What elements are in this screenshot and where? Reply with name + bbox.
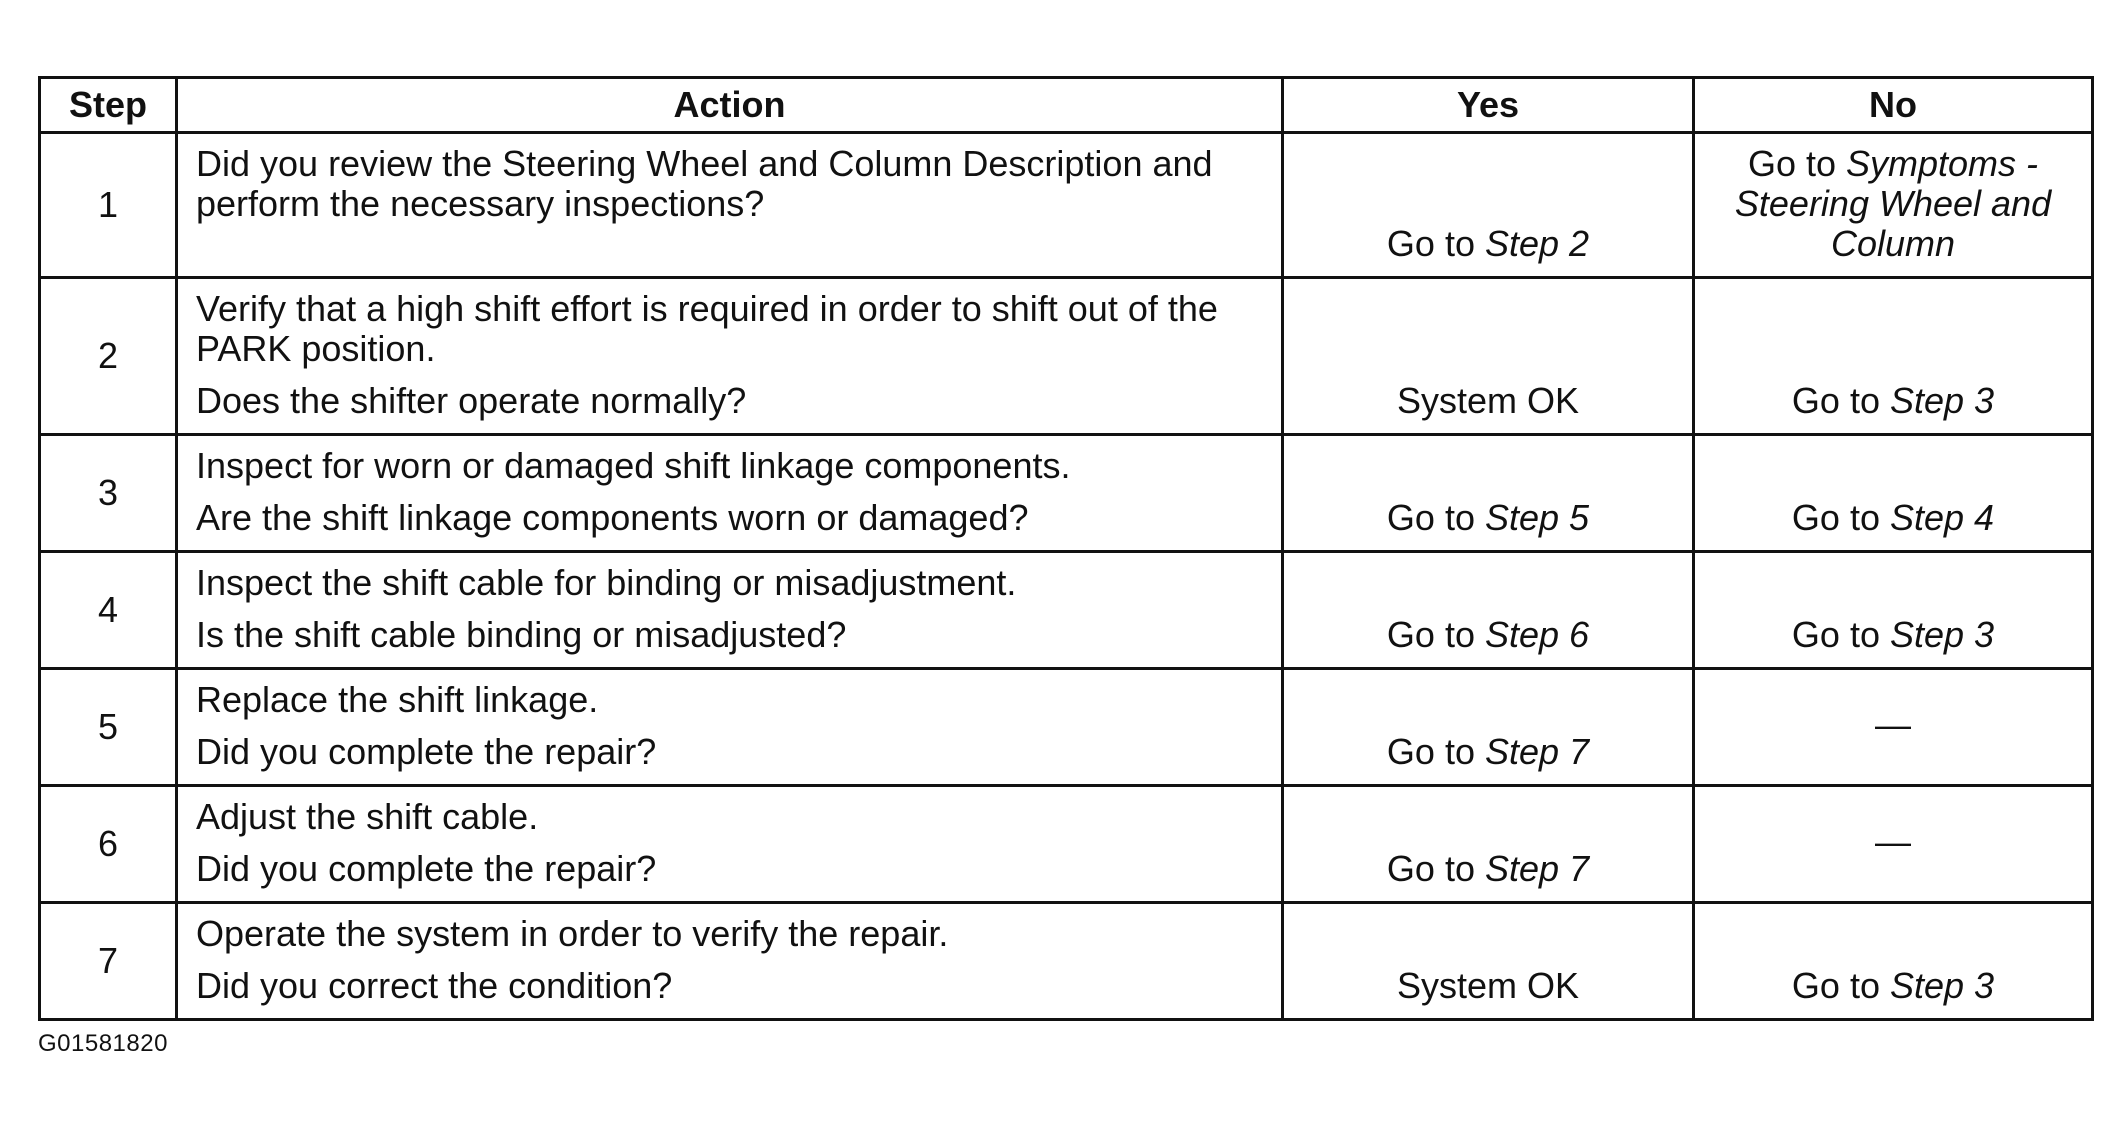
yes-prefix: System OK	[1396, 380, 1580, 421]
no-link[interactable]: Step 4	[1889, 497, 1995, 538]
step-number: 4	[40, 552, 177, 669]
yes-prefix: System OK	[1396, 965, 1580, 1006]
action-question: Does the shifter operate normally?	[196, 380, 747, 421]
step-number: 6	[40, 786, 177, 903]
action-text: Verify that a high shift effort is required in order to shift out of the PARK position.	[196, 288, 1218, 369]
action-question: Did you complete the repair?	[196, 848, 657, 889]
action-question: Is the shift cable binding or misadjusted?	[196, 614, 847, 655]
no-cell	[1694, 435, 2093, 552]
table-row	[40, 278, 2093, 435]
no-dash: —	[1875, 704, 1911, 745]
no-prefix: Go to	[1791, 965, 1890, 1006]
no-prefix: Go to	[1747, 143, 1847, 184]
yes-link[interactable]: Step 6	[1484, 614, 1590, 655]
yes-prefix: Go to	[1386, 223, 1485, 264]
action-cell	[177, 435, 1283, 552]
no-cell	[1694, 278, 2093, 435]
table-row	[40, 552, 2093, 669]
yes-cell	[1283, 786, 1694, 903]
step-number: 7	[40, 903, 177, 1020]
no-dash: —	[1875, 821, 1911, 862]
action-cell	[177, 786, 1283, 903]
table-row	[40, 903, 2093, 1020]
action-text: Inspect for worn or damaged shift linkage components.	[196, 445, 1071, 486]
yes-cell	[1283, 133, 1694, 278]
no-cell	[1694, 903, 2093, 1020]
header-row	[40, 78, 2093, 133]
no-cell	[1694, 669, 2093, 786]
step-number: 2	[40, 278, 177, 435]
action-text: Did you review the Steering Wheel and Column Description and perform the necessary inspections?	[196, 143, 1213, 224]
no-prefix: Go to	[1791, 497, 1890, 538]
header-action: Action	[177, 78, 1283, 133]
action-text: Adjust the shift cable.	[196, 796, 539, 837]
no-link[interactable]: Step 3	[1889, 614, 1995, 655]
action-question: Are the shift linkage components worn or damaged?	[196, 497, 1029, 538]
yes-cell	[1283, 435, 1694, 552]
yes-prefix: Go to	[1386, 614, 1485, 655]
action-cell	[177, 278, 1283, 435]
yes-prefix: Go to	[1386, 731, 1485, 772]
action-question: Did you complete the repair?	[196, 731, 657, 772]
no-prefix: Go to	[1791, 380, 1890, 421]
yes-cell	[1283, 552, 1694, 669]
yes-prefix: Go to	[1386, 848, 1485, 889]
table-row	[40, 133, 2093, 278]
yes-link[interactable]: Step 7	[1484, 731, 1590, 772]
action-text: Inspect the shift cable for binding or misadjustment.	[196, 562, 1017, 603]
no-prefix: Go to	[1791, 614, 1890, 655]
step-number: 1	[40, 133, 177, 278]
action-cell	[177, 133, 1283, 278]
no-link[interactable]: Step 3	[1889, 380, 1995, 421]
table-row	[40, 669, 2093, 786]
step-number: 3	[40, 435, 177, 552]
header-step: Step	[40, 78, 177, 133]
action-cell	[177, 552, 1283, 669]
action-question: Did you correct the condition?	[196, 965, 673, 1006]
yes-link[interactable]: Step 7	[1484, 848, 1590, 889]
yes-link[interactable]: Step 2	[1484, 223, 1590, 264]
figure-code: G01581820	[38, 1030, 168, 1057]
action-cell	[177, 903, 1283, 1020]
header-yes: Yes	[1283, 78, 1694, 133]
yes-link[interactable]: Step 5	[1484, 497, 1590, 538]
yes-cell	[1283, 669, 1694, 786]
header-no: No	[1694, 78, 2093, 133]
no-cell	[1694, 552, 2093, 669]
action-text: Operate the system in order to verify the repair.	[196, 913, 949, 954]
step-number: 5	[40, 669, 177, 786]
yes-prefix: Go to	[1386, 497, 1485, 538]
table-row	[40, 435, 2093, 552]
no-cell	[1694, 786, 2093, 903]
no-link[interactable]: Symptoms - Steering Wheel and Column	[1734, 143, 2052, 264]
table-row	[40, 786, 2093, 903]
yes-cell	[1283, 278, 1694, 435]
action-text: Replace the shift linkage.	[196, 679, 599, 720]
diagnostic-table	[38, 76, 2094, 1021]
no-cell	[1694, 133, 2093, 278]
action-cell	[177, 669, 1283, 786]
yes-cell	[1283, 903, 1694, 1020]
no-link[interactable]: Step 3	[1889, 965, 1995, 1006]
